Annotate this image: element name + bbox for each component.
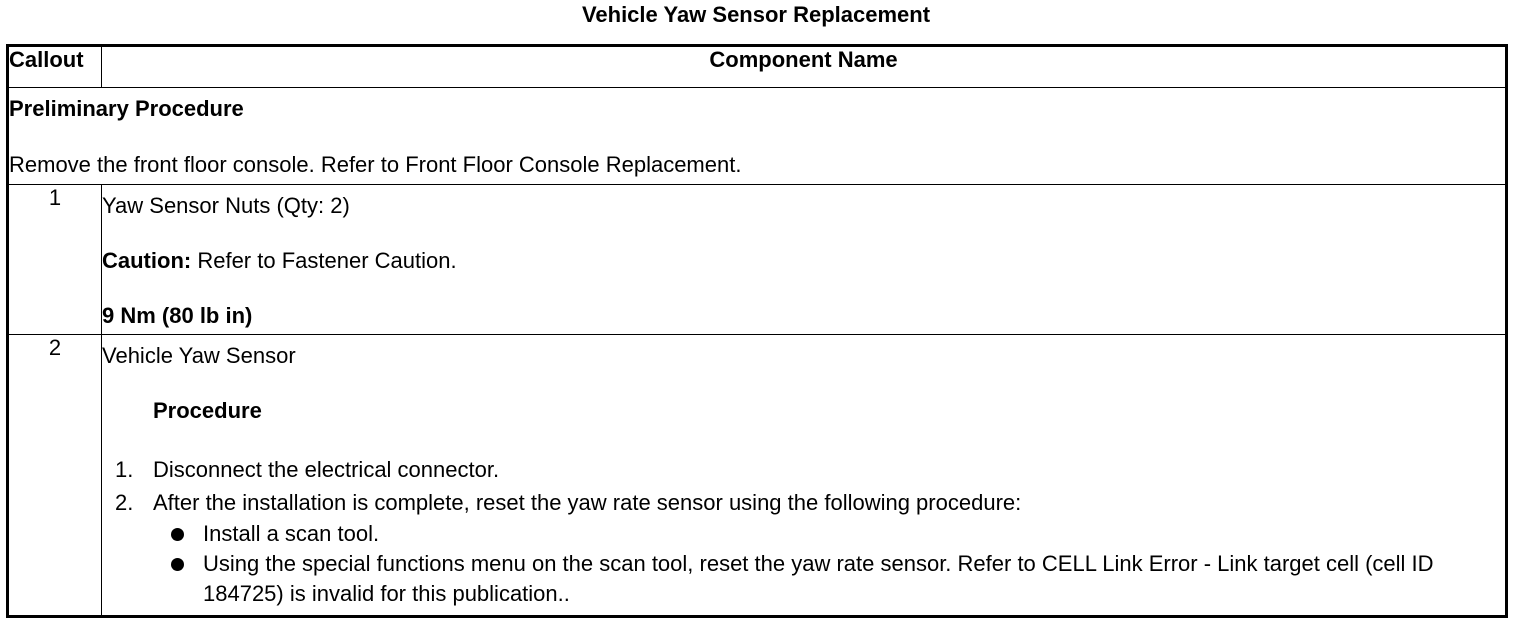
callout-number: 2 <box>8 335 102 617</box>
procedure-steps <box>102 453 1505 609</box>
page-title: Vehicle Yaw Sensor Replacement <box>581 2 931 27</box>
preliminary-text: Remove the front floor console. Refer to Front Floor Console Replacement. <box>9 152 742 177</box>
step-number: 2. <box>115 490 134 515</box>
preliminary-row <box>8 88 1507 185</box>
caution-label: Caution: <box>102 248 192 273</box>
torque-spec: 9 Nm (80 lb in) <box>102 303 253 328</box>
sub-step <box>153 519 1505 549</box>
callout-number: 1 <box>8 185 102 335</box>
table-row <box>8 185 1507 335</box>
component-name: Vehicle Yaw Sensor <box>102 343 296 368</box>
component-cell <box>102 335 1507 617</box>
step-text: Disconnect the electrical connector. <box>153 457 500 482</box>
preliminary-cell <box>8 88 1507 185</box>
sub-step-text: Using the special functions menu on the scan tool, reset the yaw rate sensor. Refer to CELL Link Error - Link target cell (cell ID 184725) is invalid for this publication.. <box>203 551 1434 606</box>
procedure-title: Procedure <box>153 398 262 423</box>
step-text: After the installation is complete, reset the yaw rate sensor using the following procedure: <box>153 490 1022 515</box>
procedure-step <box>102 486 1505 609</box>
component-name-header: Component Name <box>102 46 1507 88</box>
sub-step <box>153 549 1505 609</box>
procedure-table <box>6 44 1508 618</box>
bullet-icon <box>171 528 184 541</box>
caution-text: Refer to Fastener Caution. <box>197 248 457 273</box>
sub-step-list <box>153 519 1505 609</box>
procedure-step <box>102 453 1505 486</box>
component-name: Yaw Sensor Nuts (Qty: 2) <box>102 193 350 218</box>
bullet-icon <box>171 558 184 571</box>
sub-step-text: Install a scan tool. <box>203 521 380 546</box>
component-cell <box>102 185 1507 335</box>
table-row <box>8 335 1507 617</box>
header-row <box>8 46 1507 88</box>
step-number: 1. <box>115 457 134 482</box>
caution-line <box>102 248 1505 274</box>
callout-header: Callout <box>8 46 102 88</box>
preliminary-title: Preliminary Procedure <box>9 96 244 121</box>
